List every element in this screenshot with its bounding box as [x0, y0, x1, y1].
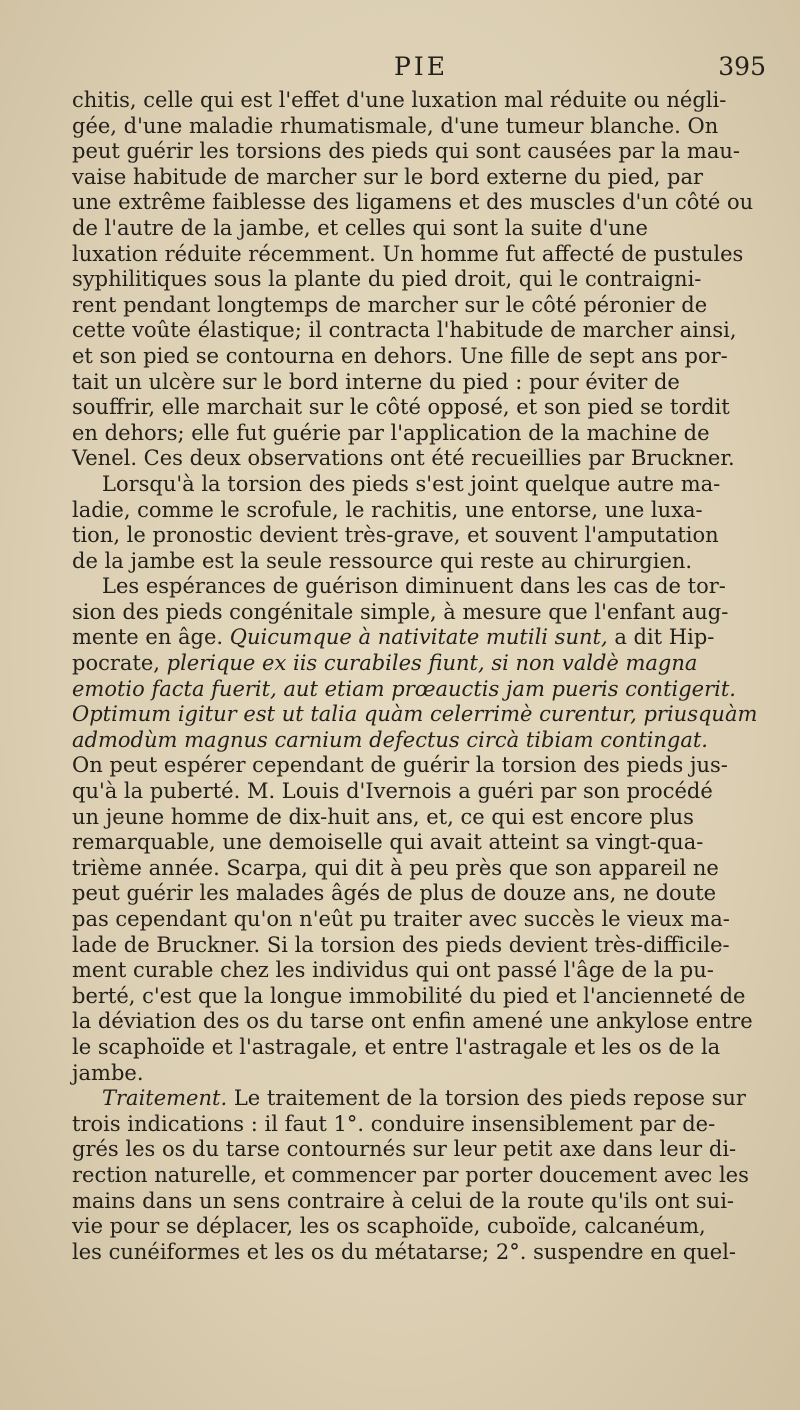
text-segment: ment curable chez les individus qui ont passé l'âge de la pu- — [72, 958, 714, 983]
text-line — [72, 344, 772, 370]
text-segment: la déviation des os du tarse ont enfin amené une ankylose entre — [72, 1009, 753, 1034]
text-line — [72, 651, 772, 677]
text-line — [72, 216, 772, 242]
text-line — [72, 139, 772, 165]
text-line — [72, 318, 772, 344]
text-segment: Lorsqu'à la torsion des pieds s'est joint quelque autre ma- — [102, 471, 721, 496]
page-number: 395 — [718, 52, 766, 81]
text-line — [72, 677, 772, 703]
page-header — [76, 52, 766, 86]
text-line — [72, 165, 772, 191]
text-segment: de la jambe est la seule ressource qui reste au chirurgien. — [72, 548, 693, 573]
text-segment: pocrate, — [72, 651, 167, 676]
text-segment: tait un ulcère sur le bord interne du pied : pour éviter de — [72, 369, 680, 394]
text-segment: gée, d'une maladie rhumatismale, d'une tumeur blanche. On — [72, 113, 719, 138]
text-line — [72, 1061, 772, 1087]
text-segment: peut guérir les malades âgés de plus de douze ans, ne doute — [72, 881, 717, 906]
text-segment: cette voûte élastique; il contracta l'habitude de marcher ainsi, — [72, 318, 737, 343]
text-line — [72, 625, 772, 651]
text-line — [72, 1137, 772, 1163]
text-line — [72, 907, 772, 933]
text-segment: remarquable, une demoiselle qui avait atteint sa vingt-qua- — [72, 830, 704, 855]
text-line — [72, 446, 772, 472]
text-line — [72, 830, 772, 856]
text-segment: en dehors; elle fut guérie par l'application de la machine de — [72, 420, 710, 445]
text-segment: sion des pieds congénitale simple, à mesure que l'enfant aug- — [72, 599, 729, 624]
text-segment: berté, c'est que la longue immobilité du pied et l'ancienneté de — [72, 983, 746, 1008]
text-line — [72, 472, 772, 498]
text-line — [72, 1112, 772, 1138]
italic-text: plerique ex iis curabiles fiunt, si non valdè magna — [166, 651, 698, 676]
text-segment: tion, le pronostic devient très-grave, et souvent l'amputation — [72, 523, 719, 548]
text-line — [72, 498, 772, 524]
text-segment: lade de Bruckner. Si la torsion des pieds devient très-difficile- — [72, 932, 730, 957]
italic-text: admodùm magnus carnium defectus circà tibiam contingat. — [72, 727, 708, 752]
text-line — [72, 421, 772, 447]
text-segment: luxation réduite récemment. Un homme fut affecté de pustules — [72, 241, 744, 266]
italic-text: Optimum igitur est ut talia quàm celerrimè curentur, priusquàm — [72, 702, 758, 727]
text-segment: le scaphoïde et l'astragale, et entre l'astragale et les os de la — [72, 1034, 721, 1059]
text-line — [72, 881, 772, 907]
text-line — [72, 88, 772, 114]
text-line — [72, 395, 772, 421]
text-segment: Le traitement de la torsion des pieds repose sur — [227, 1086, 746, 1111]
text-line — [72, 549, 772, 575]
text-segment: rent pendant longtemps de marcher sur le côté péronier de — [72, 292, 708, 317]
text-segment: chitis, celle qui est l'effet d'une luxation mal réduite ou négli- — [72, 88, 727, 112]
italic-text: emotio facta fuerit, aut etiam prœauctis jam pueris contigerit. — [72, 676, 736, 701]
text-segment: souffrir, elle marchait sur le côté opposé, et son pied se tordit — [72, 395, 730, 420]
text-segment: jambe. — [72, 1060, 144, 1085]
text-segment: ladie, comme le scrofule, le rachitis, une entorse, une luxa- — [72, 497, 703, 522]
text-segment: On peut espérer cependant de guérir la torsion des pieds jus- — [72, 753, 728, 778]
text-line — [72, 1009, 772, 1035]
text-line — [72, 370, 772, 396]
italic-text: Traitement. — [102, 1086, 228, 1111]
text-segment: rection naturelle, et commencer par porter doucement avec les — [72, 1162, 749, 1187]
text-line — [72, 242, 772, 268]
text-line — [72, 753, 772, 779]
text-line — [72, 1086, 772, 1112]
text-line — [72, 728, 772, 754]
text-line — [72, 702, 772, 728]
text-segment: et son pied se contourna en dehors. Une fille de sept ans por- — [72, 343, 728, 368]
text-line — [72, 984, 772, 1010]
text-line — [72, 933, 772, 959]
text-line — [72, 805, 772, 831]
text-line — [72, 523, 772, 549]
text-segment: Venel. Ces deux observations ont été recueillies par Bruckner. — [72, 446, 735, 471]
italic-text: Quicumque à nativitate mutili sunt, — [229, 625, 608, 650]
text-line — [72, 267, 772, 293]
text-segment: grés les os du tarse contournés sur leur petit axe dans leur di- — [72, 1137, 737, 1162]
text-line — [72, 600, 772, 626]
text-segment: trième année. Scarpa, qui dit à peu près que son appareil ne — [72, 855, 719, 880]
text-line — [72, 1240, 772, 1266]
text-line — [72, 1163, 772, 1189]
text-line — [72, 1035, 772, 1061]
text-segment: mente en âge. — [72, 625, 230, 650]
text-segment: a dit Hip- — [607, 625, 715, 650]
text-line — [72, 114, 772, 140]
text-line — [72, 856, 772, 882]
text-segment: les cunéiformes et les os du métatarse; 2°. suspendre en quel- — [72, 1239, 737, 1264]
text-line — [72, 779, 772, 805]
text-segment: vie pour se déplacer, les os scaphoïde, cuboïde, calcanéum, — [72, 1214, 706, 1239]
text-segment: syphilitiques sous la plante du pied droit, qui le contraigni- — [72, 267, 702, 292]
text-segment: une extrême faiblesse des ligamens et des muscles d'un côté ou — [72, 190, 754, 215]
text-segment: mains dans un sens contraire à celui de la route qu'ils ont sui- — [72, 1188, 735, 1213]
text-segment: pas cependant qu'on n'eût pu traiter avec succès le vieux ma- — [72, 907, 730, 931]
text-segment: qu'à la puberté. M. Louis d'Ivernois a guéri par son procédé — [72, 779, 713, 804]
text-segment: peut guérir les torsions des pieds qui sont causées par la mau- — [72, 139, 740, 164]
text-line — [72, 1214, 772, 1240]
text-line — [72, 190, 772, 216]
text-segment: vaise habitude de marcher sur le bord externe du pied, par — [72, 164, 704, 189]
text-line — [72, 293, 772, 319]
running-head: PIE — [394, 52, 448, 81]
text-segment: trois indications : il faut 1°. conduire insensiblement par de- — [72, 1111, 716, 1136]
text-segment: un jeune homme de dix-huit ans, et, ce qui est encore plus — [72, 804, 694, 829]
text-segment: Les espérances de guérison diminuent dans les cas de tor- — [102, 574, 726, 599]
text-segment: de l'autre de la jambe, et celles qui sont la suite d'une — [72, 215, 648, 240]
text-line — [72, 958, 772, 984]
text-line — [72, 1189, 772, 1215]
text-line — [72, 574, 772, 600]
body-text — [72, 88, 772, 1265]
